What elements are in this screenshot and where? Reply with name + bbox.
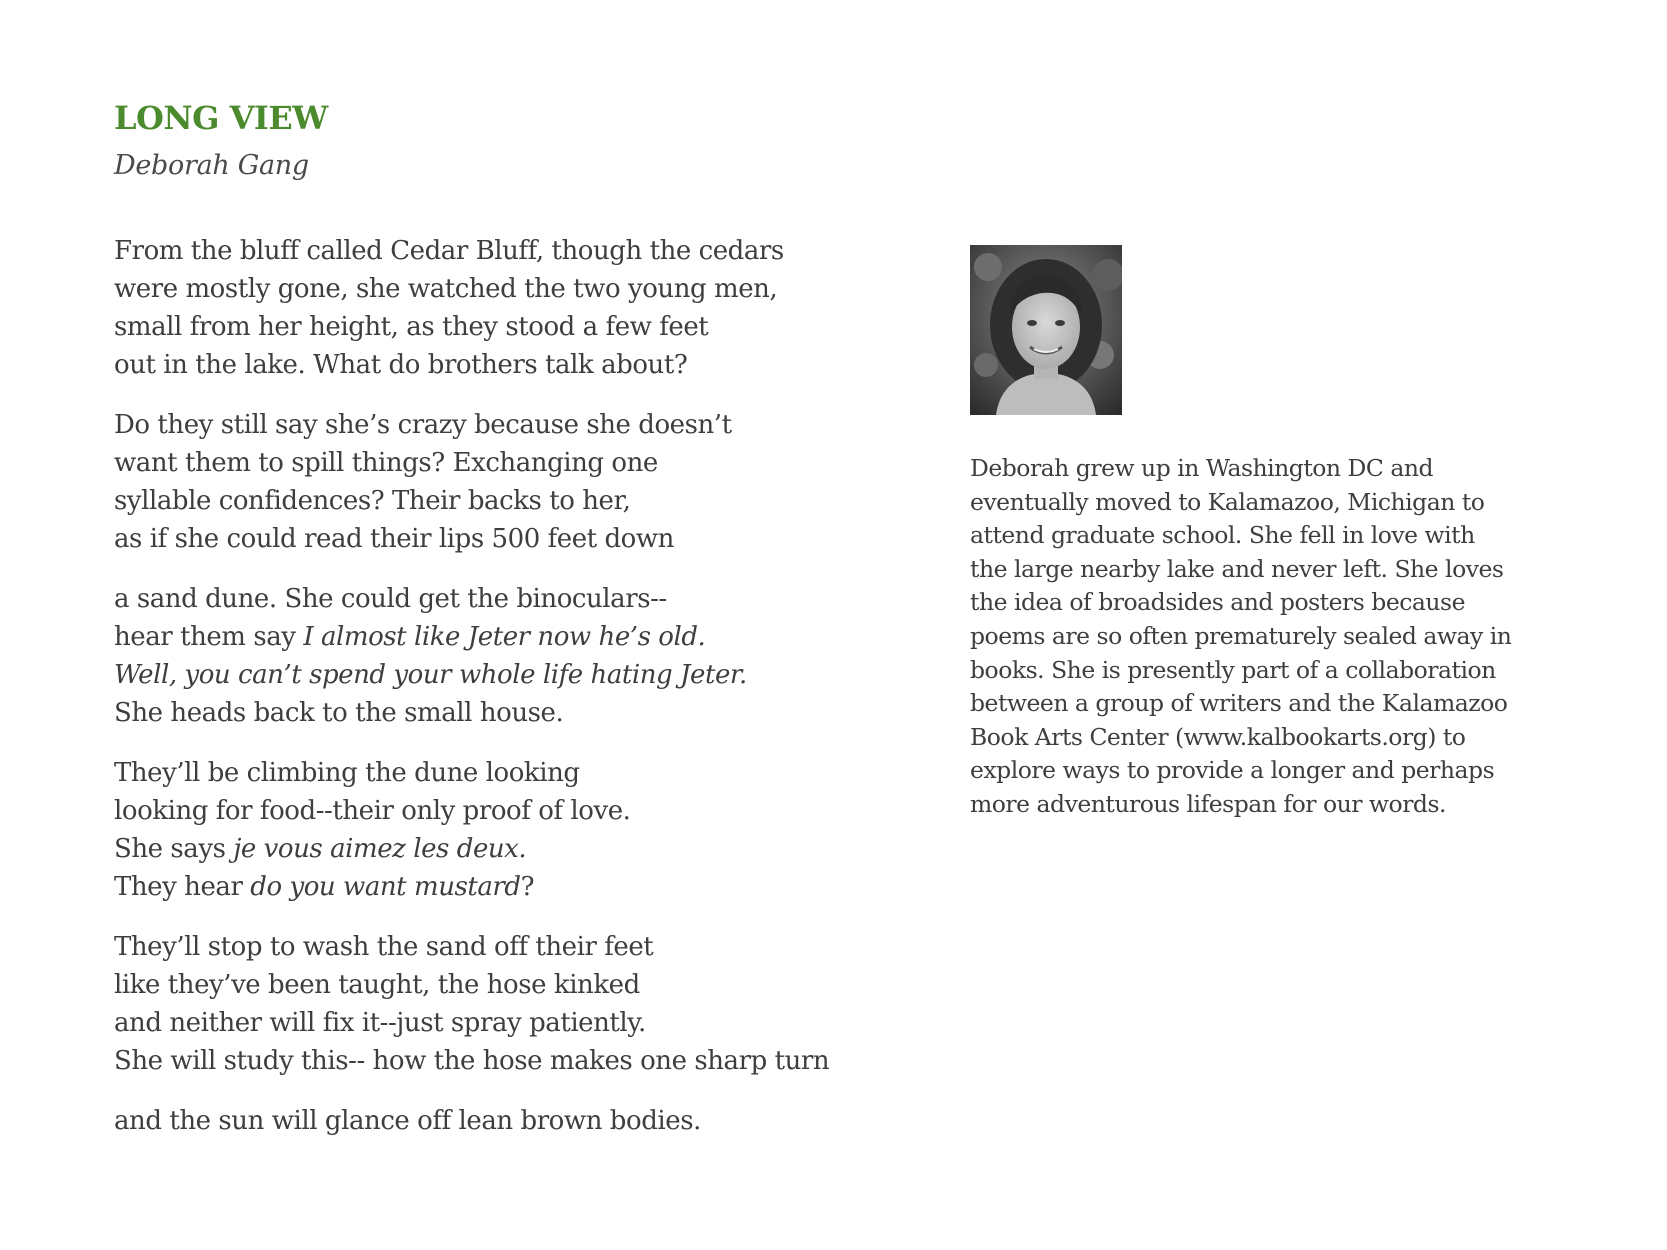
poem-stanza: [114, 406, 874, 558]
bio-line: more adventurous lifespan for our words.: [970, 789, 1447, 818]
poem-line: [114, 618, 874, 656]
poem-line: [114, 830, 874, 868]
poem-text: syllable confidences? Their backs to her,: [114, 486, 631, 516]
bio-line: explore ways to provide a longer and perhaps: [970, 756, 1495, 785]
poem-stanza: [114, 1102, 874, 1140]
poem-line: [114, 406, 874, 444]
poem-text: They’ll be climbing the dune looking: [114, 758, 580, 788]
poem-text: were mostly gone, she watched the two young men,: [114, 274, 778, 304]
poem-author: Deborah Gang: [114, 150, 309, 181]
poem-text: as if she could read their lips 500 feet down: [114, 524, 674, 554]
bio-line: between a group of writers and the Kalamazoo: [970, 689, 1508, 718]
poem-line: [114, 1042, 874, 1080]
poem-italic-text: Well, you can’t spend your whole life hating Jeter.: [114, 660, 747, 690]
bio-line: books. She is presently part of a collaboration: [970, 655, 1496, 684]
poem-stanza: [114, 928, 874, 1080]
poem-text: want them to spill things? Exchanging one: [114, 448, 658, 478]
poem-stanza: [114, 580, 874, 732]
poem-text: small from her height, as they stood a few feet: [114, 312, 709, 342]
author-bio: [970, 452, 1570, 822]
poem-line: [114, 270, 874, 308]
poem-line: [114, 520, 874, 558]
poem-text: They hear: [114, 872, 251, 902]
poem-text: a sand dune. She could get the binoculars--: [114, 584, 667, 614]
bio-line: attend graduate school. She fell in love with: [970, 521, 1475, 550]
poem-line: [114, 868, 874, 906]
author-photo: [970, 245, 1122, 415]
poem-line: [114, 308, 874, 346]
poem-line: [114, 1004, 874, 1042]
poem-text: Do they still say she’s crazy because she doesn’t: [114, 410, 732, 440]
bio-line: the idea of broadsides and posters because: [970, 588, 1466, 617]
poem-italic-text: do you want mustard: [250, 872, 521, 902]
bio-line: eventually moved to Kalamazoo, Michigan to: [970, 487, 1485, 516]
poem-title: LONG VIEW: [114, 99, 328, 137]
poem-line: [114, 754, 874, 792]
poem-text: ?: [520, 872, 535, 902]
poem-italic-text: I almost like Jeter now he’s old.: [303, 622, 706, 652]
poem-line: [114, 580, 874, 618]
poem-italic-text: je vous aimez les deux.: [233, 834, 527, 864]
poem-text: looking for food--their only proof of love.: [114, 796, 631, 826]
poem-line: [114, 928, 874, 966]
poem-text: and neither will fix it--just spray patiently.: [114, 1008, 646, 1038]
poem-text: From the bluff called Cedar Bluff, though the cedars: [114, 236, 784, 266]
bio-line: Deborah grew up in Washington DC and: [970, 454, 1434, 482]
poem-text: hear them say: [114, 622, 304, 652]
poem-line: [114, 482, 874, 520]
poem-text: They’ll stop to wash the sand off their feet: [114, 932, 654, 962]
poem-text: She heads back to the small house.: [114, 698, 564, 728]
poem-line: [114, 232, 874, 270]
poem-text: like they’ve been taught, the hose kinked: [114, 970, 640, 1000]
poem-line: [114, 694, 874, 732]
poem-text: She will study this-- how the hose makes one sharp turn: [114, 1046, 830, 1076]
poem-text: out in the lake. What do brothers talk about?: [114, 350, 688, 380]
poem-line: [114, 444, 874, 482]
poem-line: [114, 1102, 874, 1140]
poem-stanza: [114, 754, 874, 906]
bio-line: poems are so often prematurely sealed away in: [970, 621, 1512, 650]
bio-line: Book Arts Center (www.kalbookarts.org) to: [970, 722, 1466, 751]
poem-body: [114, 232, 874, 1162]
poem-line: [114, 346, 874, 384]
poem-text: and the sun will glance off lean brown bodies.: [114, 1106, 701, 1136]
bio-line: the large nearby lake and never left. She loves: [970, 554, 1504, 583]
poem-stanza: [114, 232, 874, 384]
poem-line: [114, 966, 874, 1004]
poem-line: [114, 792, 874, 830]
poem-text: She says: [114, 834, 234, 864]
poem-line: [114, 656, 874, 694]
